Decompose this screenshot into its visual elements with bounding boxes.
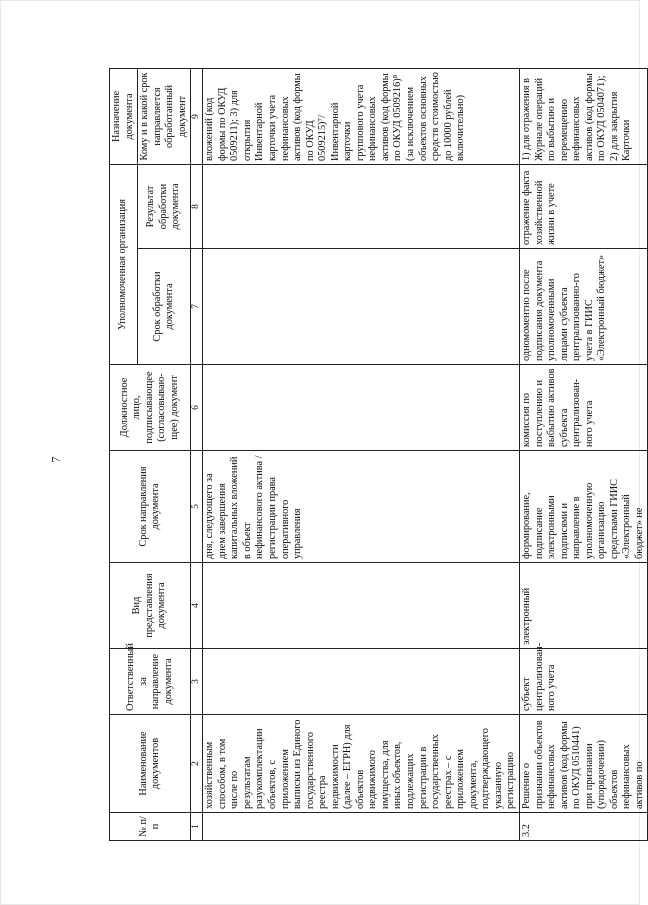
row-purpose: вложений (код формы по ОКУД 0509211); 3) для открытия Инвентарной карточки учета нефинансовых активов (код формы по ОКУД 0509215)⁷/ Инвентарной карточки группового учета нефинансовых активов (код формы по ОКУД 0509216)⁸ (за исключением объектов основных средств стоимостью до 10000 рублей включительно)	[203, 68, 520, 164]
row-deadline: дня, следующего за днем завершения капитальных вложений в объект нефинансового актива / регистрации права оперативного управления	[203, 451, 520, 563]
row-name: хозяйственным способом, в том числе по результатам разукомплектации объектов, с приложением выписки из Единого государственного реестра недвижимости (далее – ЕГРН) для объектов недвижимого имущества, для иных объектов, подлежащих регистрации в государственных реестрах – с приложением документа, подтверждающего указанную регистрацию	[203, 715, 520, 813]
page-number: 7	[48, 456, 63, 463]
row-deadline: формирование, подписание электронными подписями и направление в уполномоченную организацию средствами ГИИС «Электронный бюджет» не	[519, 451, 647, 563]
row-responsible	[203, 649, 520, 715]
column-index: 4	[191, 563, 203, 649]
table-row	[519, 68, 647, 840]
header-purpose-to-whom: Кому и в какой срок направляется обработанный документ	[138, 68, 191, 164]
header-form: Вид представления документа	[110, 563, 191, 649]
header-purpose-group: Назначение документа	[110, 68, 138, 164]
column-index: 7	[191, 249, 203, 365]
row-responsible: субъект централизован-ного учета	[519, 649, 647, 715]
header-name: Наименование документов	[110, 715, 191, 813]
header-deadline: Срок направления документа	[110, 451, 191, 563]
row-org-result	[203, 164, 520, 248]
rotated-table-container	[109, 69, 645, 841]
column-index: 6	[191, 365, 203, 451]
documents-table	[109, 68, 648, 841]
column-index: 1	[191, 813, 203, 841]
header-org-result: Результат обработки документа	[138, 164, 191, 248]
row-official: комиссия по поступлению и выбытию активов субъекта централизован-ного учета	[519, 365, 647, 451]
column-index: 5	[191, 451, 203, 563]
row-num: 3.2	[519, 813, 647, 841]
header-num: № п/п	[110, 813, 191, 841]
table-row	[203, 68, 520, 840]
row-org-deadline	[203, 249, 520, 365]
row-org-result: отражение факта хозяйственной жизни в учете	[519, 164, 647, 248]
row-form	[203, 563, 520, 649]
column-index: 3	[191, 649, 203, 715]
header-official: Должностное лицо, подписывающее (согласовываю-щее) документ	[110, 365, 191, 451]
row-official	[203, 365, 520, 451]
row-org-deadline: одномоментно после подписания документа уполномоченными лицами субъекта централизованно-го учета в ГИИС «Электронный бюджет»	[519, 249, 647, 365]
column-index: 9	[191, 68, 203, 164]
row-num	[203, 813, 520, 841]
row-form: электронный	[519, 563, 647, 649]
header-org-deadline: Срок обработки документа	[138, 249, 191, 365]
column-index-row	[191, 68, 203, 840]
row-purpose: 1) для отражения в Журнале операций по выбытию и перемещению нефинансовых активов (код формы по ОКУД 0504071); 2) для закрытия Карточки	[519, 68, 647, 164]
column-index: 8	[191, 164, 203, 248]
column-index: 2	[191, 715, 203, 813]
header-org-group: Уполномоченная организация	[110, 164, 138, 364]
row-name: Решение о признании объектов нефинансовых активов (код формы по ОКУД 0510441) при признании (упорядочении) объектов нефинансовых активов по	[519, 715, 647, 813]
header-row-1	[110, 68, 138, 840]
header-responsible: Ответственный за направление документа	[110, 649, 191, 715]
